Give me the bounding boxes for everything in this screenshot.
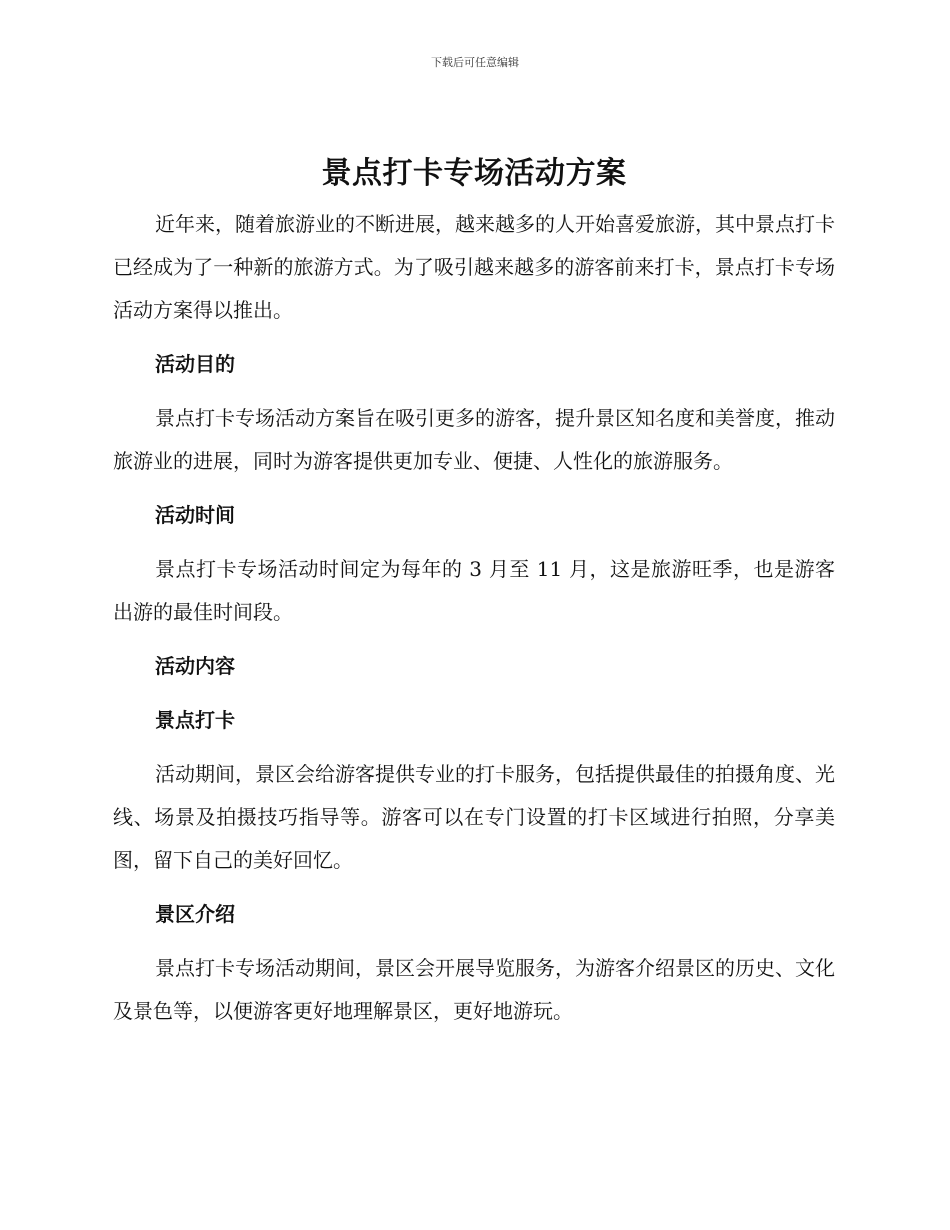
- section-heading-checkin: 景点打卡: [155, 708, 235, 732]
- section-heading-time: 活动时间: [155, 503, 235, 527]
- document-title: 景点打卡专场活动方案: [321, 156, 627, 191]
- section-heading-intro: 景区介绍: [155, 902, 235, 926]
- intro-paragraph: 近年来，随着旅游业的不断进展，越来越多的人开始喜爱旅游，其中景点打卡已经成为了一种新的旅游方式。为了吸引越来越多的游客前来打卡，景点打卡专场活动方案得以推出。: [113, 212, 835, 322]
- section-body-intro: 景点打卡专场活动期间，景区会开展导览服务，为游客介绍景区的历史、文化及景色等，以便游客更好地理解景区，更好地游玩。: [113, 956, 835, 1023]
- section-body-checkin: 活动期间，景区会给游客提供专业的打卡服务，包括提供最佳的拍摄角度、光线、场景及拍摄技巧指导等。游客可以在专门设置的打卡区域进行拍照，分享美图，留下自己的美好回忆。: [113, 762, 835, 872]
- document-body: [113, 145, 835, 1033]
- header-note: 下载后可任意编辑: [431, 56, 519, 69]
- section-heading-purpose: 活动目的: [155, 352, 235, 376]
- section-body-purpose: 景点打卡专场活动方案旨在吸引更多的游客，提升景区知名度和美誉度，推动旅游业的进展，同时为游客提供更加专业、便捷、人性化的旅游服务。: [113, 406, 835, 473]
- section-body-time: 景点打卡专场活动时间定为每年的 3 月至 11 月，这是旅游旺季，也是游客出游的最佳时间段。: [113, 557, 835, 624]
- section-heading-content: 活动内容: [155, 654, 235, 678]
